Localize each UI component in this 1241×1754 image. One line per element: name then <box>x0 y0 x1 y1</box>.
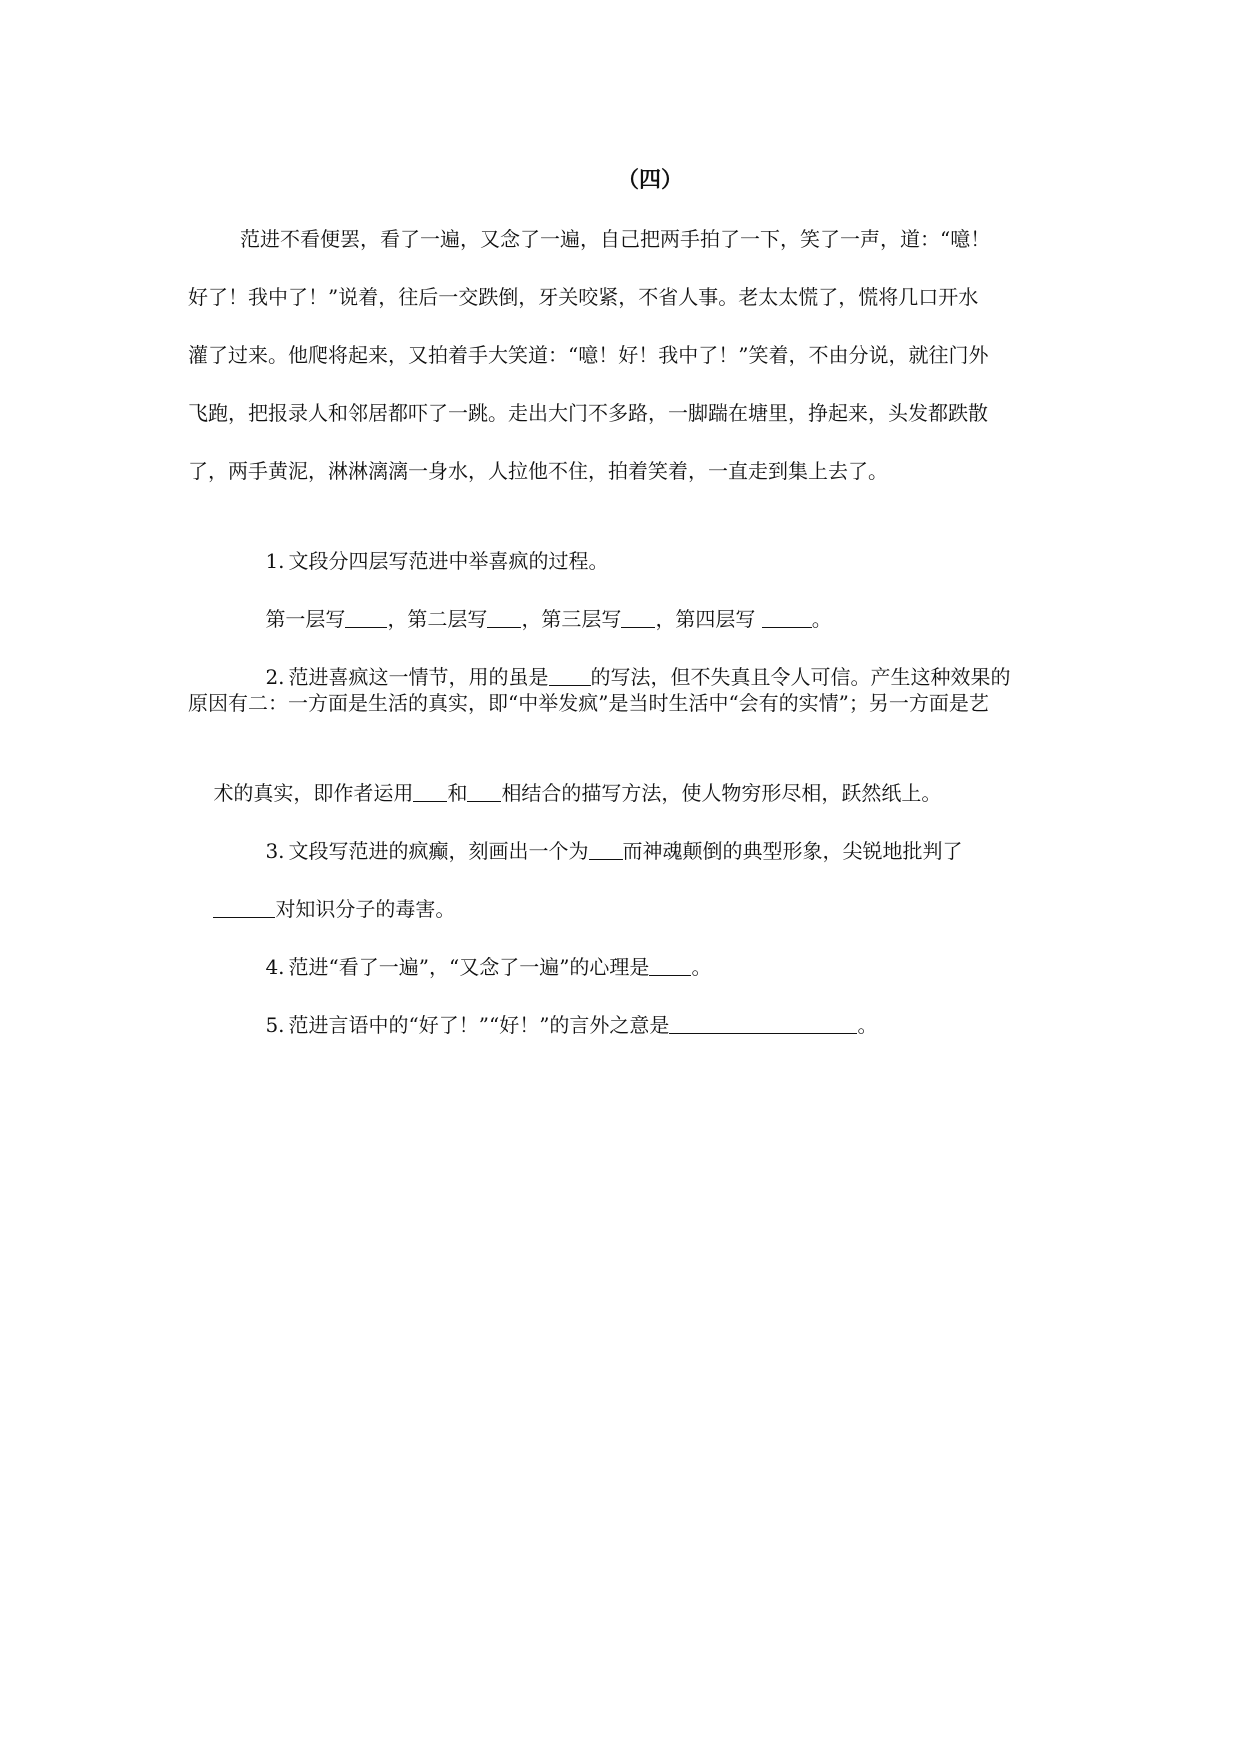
question-number: 1. <box>265 549 285 573</box>
question-text: 范进言语中的“好了！”“好！”的言外之意是 <box>288 1013 670 1037</box>
question-text: 范进喜疯这一情节，用的虽是 <box>288 665 549 689</box>
question-number: 5. <box>265 1013 285 1037</box>
answer-punct: 。 <box>691 955 712 979</box>
question-number: 2. <box>265 665 285 689</box>
answer-blank[interactable] <box>467 779 501 802</box>
question-text: 对知识分子的毒害。 <box>275 897 456 921</box>
answer-punct: 。 <box>857 1013 878 1037</box>
answer-blank[interactable] <box>487 605 521 628</box>
question-number: 3. <box>265 839 285 863</box>
answer-blank[interactable] <box>762 605 812 628</box>
question-text: 术的真实，即作者运用 <box>213 781 414 805</box>
answer-blank[interactable] <box>413 779 447 802</box>
question-text: 的写法，但不失真且令人可信。产生这种效果的 <box>590 665 1011 689</box>
answer-prompt: ，第三层写 <box>521 607 622 631</box>
question-text: 范进“看了一遍”，“又念了一遍”的心理是 <box>288 955 650 979</box>
passage-line-1: 范进不看便罢，看了一遍，又念了一遍，自己把两手拍了一下，笑了一声，道：“噫！ <box>240 227 991 251</box>
answer-blank[interactable] <box>649 953 691 976</box>
question-text: 相结合的描写方法，使人物穷形尽相，跃然纸上。 <box>501 781 942 805</box>
answer-prompt: ，第二层写 <box>387 607 488 631</box>
answer-blank[interactable] <box>589 837 623 860</box>
passage-line-5: 了，两手黄泥，淋淋漓漓一身水，人拉他不住，拍着笑着，一直走到集上去了。 <box>188 459 888 483</box>
passage-line-2: 好了！我中了！”说着，往后一交跌倒，牙关咬紧，不省人事。老太太慌了，慌将几口开水 <box>188 285 979 309</box>
passage-line-4: 飞跑，把报录人和邻居都吓了一跳。走出大门不多路，一脚踹在塘里，挣起来，头发都跌散 <box>188 401 988 425</box>
question-number: 4. <box>265 955 285 979</box>
answer-prompt: ，第四层写 <box>655 607 762 631</box>
question-text: 和 <box>447 781 468 805</box>
section-title: （四） <box>616 167 683 193</box>
answer-blank[interactable] <box>669 1011 857 1034</box>
answer-blank[interactable] <box>213 895 275 918</box>
question-2-line-2: 原因有二：一方面是生活的真实，即“中举发疯”是当时生活中“会有的实情”；另一方面是艺 <box>188 691 989 715</box>
answer-blank[interactable] <box>345 605 387 628</box>
passage-line-3: 灌了过来。他爬将起来，又拍着手大笑道：“噫！好！我中了！”笑着，不由分说，就往门外 <box>188 343 989 367</box>
answer-prompt: 第一层写 <box>265 607 346 631</box>
question-5 <box>240 977 877 1073</box>
question-text: 而神魂颠倒的典型形象，尖锐地批判了 <box>622 839 963 863</box>
answer-punct: 。 <box>811 607 832 631</box>
answer-blank[interactable] <box>621 605 655 628</box>
question-text: 文段分四层写范进中举喜疯的过程。 <box>288 549 609 573</box>
answer-blank[interactable] <box>549 663 591 686</box>
question-text: 文段写范进的疯癫，刻画出一个为 <box>288 839 589 863</box>
